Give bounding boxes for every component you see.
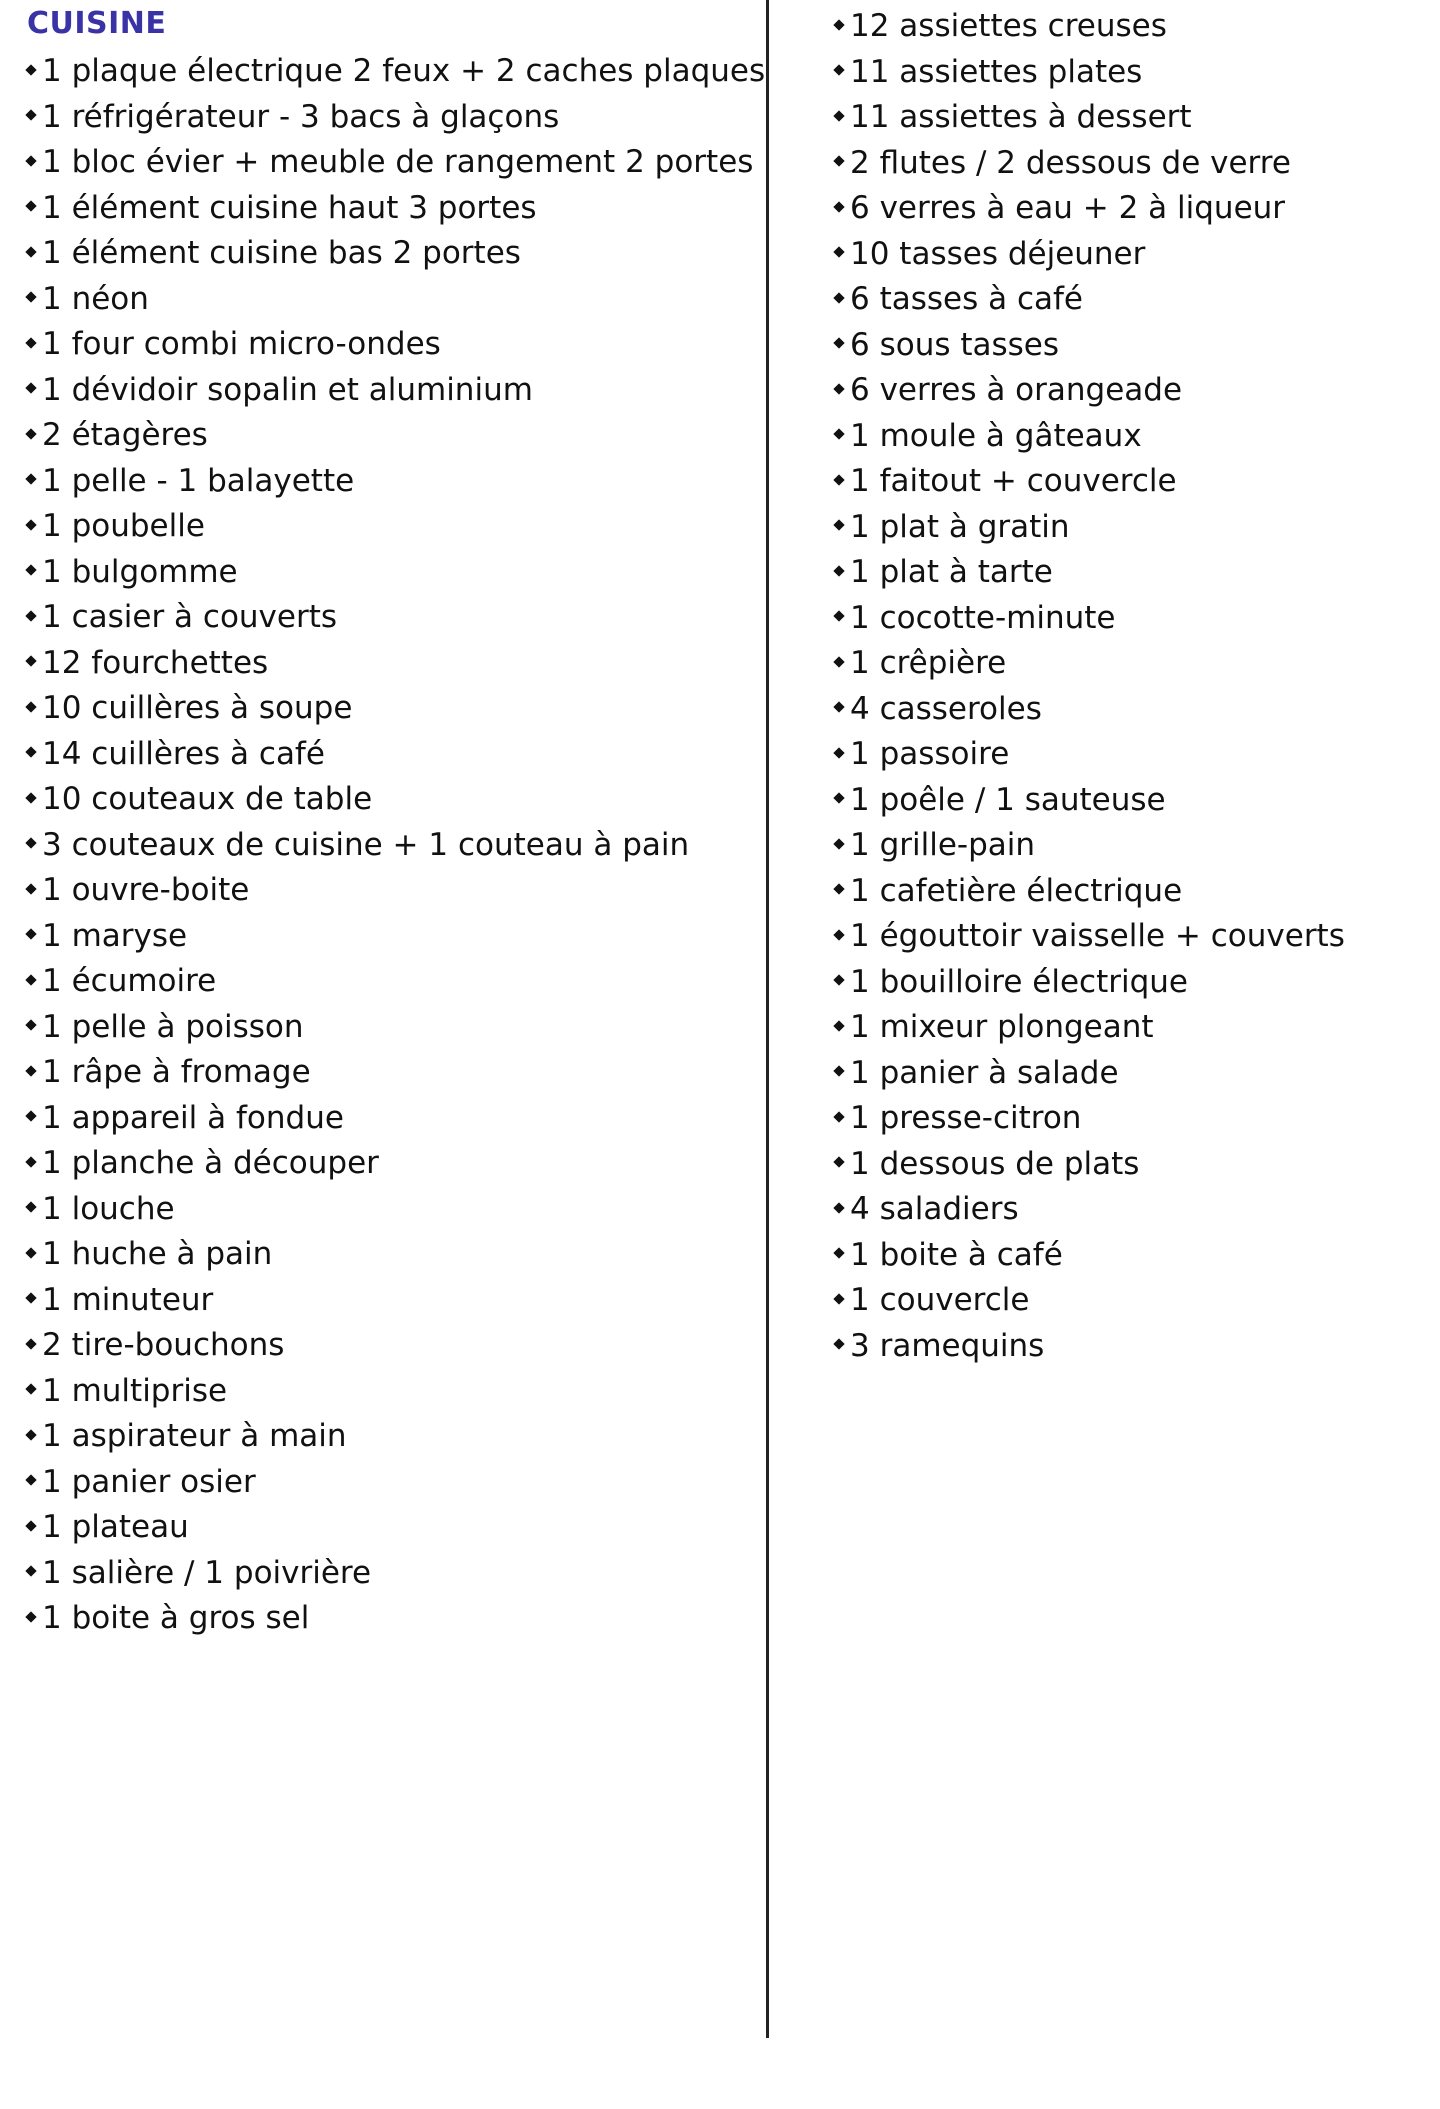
diamond-bullet-icon — [25, 155, 36, 166]
diamond-bullet-icon — [833, 1293, 844, 1304]
right-column — [835, 0, 1425, 1369]
list-item — [835, 186, 1425, 232]
diamond-bullet-icon — [25, 110, 36, 121]
diamond-bullet-icon — [833, 929, 844, 940]
list-item-label: 1 réfrigérateur - 3 bacs à glaçons — [42, 98, 560, 135]
list-item — [27, 95, 747, 141]
diamond-bullet-icon — [25, 1475, 36, 1486]
list-item — [27, 1551, 747, 1597]
diamond-bullet-icon — [833, 702, 844, 713]
list-item — [835, 914, 1425, 960]
list-item-label: 2 étagères — [42, 417, 208, 453]
list-item — [835, 869, 1425, 915]
diamond-bullet-icon — [25, 792, 36, 803]
list-item-label: 1 huche à pain — [42, 1236, 273, 1272]
diamond-bullet-icon — [25, 974, 36, 985]
diamond-bullet-icon — [833, 338, 844, 349]
list-item — [27, 1050, 747, 1096]
list-item — [27, 823, 747, 869]
diamond-bullet-icon — [25, 201, 36, 212]
list-item-label: 14 cuillères à café — [42, 735, 325, 772]
diamond-bullet-icon — [25, 1156, 36, 1167]
list-item-label: 1 bloc évier + meuble de rangement 2 portes — [42, 144, 754, 180]
list-item-label: 1 poubelle — [42, 508, 205, 544]
diamond-bullet-icon — [25, 1247, 36, 1258]
diamond-bullet-icon — [25, 1338, 36, 1349]
list-item — [835, 1278, 1425, 1324]
list-item-label: 11 assiettes à dessert — [850, 99, 1192, 135]
list-item-label: 1 dévidoir sopalin et aluminium — [42, 371, 533, 408]
section-heading: CUISINE — [27, 6, 167, 41]
list-item — [835, 596, 1425, 642]
diamond-bullet-icon — [25, 519, 36, 530]
list-item — [835, 414, 1425, 460]
list-item-label: 1 cocotte-minute — [850, 599, 1116, 636]
diamond-bullet-icon — [833, 975, 844, 986]
list-item-label: 6 verres à eau + 2 à liqueur — [850, 190, 1286, 226]
list-item-label: 1 minuteur — [42, 1281, 214, 1318]
list-item-label: 1 plat à tarte — [850, 554, 1053, 590]
list-item — [835, 4, 1425, 50]
diamond-bullet-icon — [833, 520, 844, 531]
diamond-bullet-icon — [833, 247, 844, 258]
list-item — [27, 732, 747, 778]
diamond-bullet-icon — [25, 883, 36, 894]
list-item — [27, 459, 747, 505]
list-item — [27, 1096, 747, 1142]
list-item-label: 1 planche à découper — [42, 1145, 379, 1181]
diamond-bullet-icon — [25, 428, 36, 439]
list-item-label: 12 assiettes creuses — [850, 8, 1167, 44]
list-item — [835, 732, 1425, 778]
diamond-bullet-icon — [25, 1202, 36, 1213]
list-item-label: 1 cafetière électrique — [850, 872, 1183, 909]
list-item-label: 10 tasses déjeuner — [850, 235, 1146, 272]
list-item-label: 1 néon — [42, 280, 149, 317]
list-item-label: 4 saladiers — [850, 1191, 1019, 1227]
list-item — [835, 641, 1425, 687]
diamond-bullet-icon — [25, 337, 36, 348]
list-item — [27, 1369, 747, 1415]
list-item — [835, 95, 1425, 141]
list-item — [27, 1232, 747, 1278]
list-item — [27, 1414, 747, 1460]
diamond-bullet-icon — [25, 383, 36, 394]
diamond-bullet-icon — [833, 429, 844, 440]
diamond-bullet-icon — [833, 611, 844, 622]
diamond-bullet-icon — [25, 656, 36, 667]
list-item — [835, 1187, 1425, 1233]
diamond-bullet-icon — [25, 1520, 36, 1531]
list-item — [835, 323, 1425, 369]
list-item-label: 1 poêle / 1 sauteuse — [850, 781, 1166, 818]
list-item-label: 1 appareil à fondue — [42, 1099, 344, 1136]
list-item — [835, 550, 1425, 596]
list-item-label: 3 ramequins — [850, 1327, 1045, 1364]
diamond-bullet-icon — [25, 292, 36, 303]
list-item-label: 1 crêpière — [850, 645, 1007, 681]
list-item-label: 1 louche — [42, 1190, 175, 1227]
diamond-bullet-icon — [833, 793, 844, 804]
list-item-label: 1 four combi micro-ondes — [42, 326, 441, 362]
list-item — [27, 140, 754, 186]
list-item-label: 1 multiprise — [42, 1372, 228, 1409]
list-item-label: 1 moule à gâteaux — [850, 417, 1142, 454]
list-item — [27, 1596, 747, 1642]
list-item-label: 3 couteaux de cuisine + 1 couteau à pain — [42, 826, 690, 863]
diamond-bullet-icon — [833, 1020, 844, 1031]
list-item-label: 2 flutes / 2 dessous de verre — [850, 144, 1291, 181]
list-item-label: 1 salière / 1 poivrière — [42, 1554, 372, 1591]
list-item-label: 12 fourchettes — [42, 644, 269, 681]
diamond-bullet-icon — [833, 19, 844, 30]
list-item — [27, 277, 747, 323]
list-item — [835, 1142, 1425, 1188]
diamond-bullet-icon — [25, 474, 36, 485]
list-item-label: 6 tasses à café — [850, 281, 1083, 317]
list-item — [835, 50, 1425, 96]
list-item-label: 1 maryse — [42, 917, 188, 954]
list-item-label: 1 presse-citron — [850, 1100, 1082, 1136]
list-item — [835, 1096, 1425, 1142]
list-item-label: 1 boite à café — [850, 1236, 1063, 1273]
list-item-label: 1 élément cuisine haut 3 portes — [42, 189, 537, 226]
list-item — [835, 232, 1425, 278]
list-item — [27, 1141, 747, 1187]
list-item — [27, 1278, 747, 1324]
list-item — [27, 1005, 747, 1051]
list-item — [27, 777, 747, 823]
list-item — [27, 368, 747, 414]
diamond-bullet-icon — [833, 474, 844, 485]
diamond-bullet-icon — [833, 1066, 844, 1077]
list-item — [27, 959, 747, 1005]
diamond-bullet-icon — [833, 110, 844, 121]
list-item — [835, 1051, 1425, 1097]
list-item-label: 1 casier à couverts — [42, 599, 338, 635]
diamond-bullet-icon — [25, 1384, 36, 1395]
list-item-label: 1 bouilloire électrique — [850, 963, 1188, 1000]
diamond-bullet-icon — [25, 1429, 36, 1440]
diamond-bullet-icon — [25, 246, 36, 257]
list-item-label: 4 casseroles — [850, 690, 1042, 727]
diamond-bullet-icon — [833, 838, 844, 849]
list-item-label: 11 assiettes plates — [850, 53, 1143, 90]
list-item — [27, 504, 747, 550]
list-item — [835, 1005, 1425, 1051]
list-item-label: 1 passoire — [850, 736, 1010, 772]
list-item-label: 1 plaque électrique 2 feux + 2 caches plaques — [42, 53, 766, 89]
diamond-bullet-icon — [25, 1293, 36, 1304]
diamond-bullet-icon — [25, 1566, 36, 1577]
diamond-bullet-icon — [833, 1248, 844, 1259]
list-item — [27, 322, 747, 368]
list-item-label: 1 boite à gros sel — [42, 1600, 310, 1636]
diamond-bullet-icon — [833, 1339, 844, 1350]
list-item-label: 1 panier osier — [42, 1463, 256, 1500]
list-item — [835, 687, 1425, 733]
diamond-bullet-icon — [833, 65, 844, 76]
list-item — [27, 868, 747, 914]
diamond-bullet-icon — [25, 1611, 36, 1622]
list-item-label: 1 aspirateur à main — [42, 1418, 347, 1454]
list-item-label: 1 ouvre-boite — [42, 872, 250, 908]
list-item — [27, 49, 766, 95]
list-item-label: 1 faitout + couvercle — [850, 463, 1177, 499]
list-item — [27, 641, 747, 687]
list-item — [835, 823, 1425, 869]
list-item — [27, 1323, 747, 1369]
list-item — [27, 1505, 747, 1551]
diamond-bullet-icon — [833, 156, 844, 167]
diamond-bullet-icon — [833, 884, 844, 895]
list-item — [27, 550, 747, 596]
list-item — [835, 277, 1425, 323]
diamond-bullet-icon — [833, 201, 844, 212]
list-item-label: 1 râpe à fromage — [42, 1054, 311, 1090]
list-item-label: 6 sous tasses — [850, 326, 1060, 363]
list-item-label: 1 panier à salade — [850, 1054, 1119, 1091]
diamond-bullet-icon — [833, 565, 844, 576]
list-item-label: 1 pelle à poisson — [42, 1008, 304, 1045]
list-item-label: 1 bulgomme — [42, 553, 238, 590]
diamond-bullet-icon — [833, 292, 844, 303]
diamond-bullet-icon — [25, 747, 36, 758]
diamond-bullet-icon — [25, 929, 36, 940]
list-item-label: 1 mixeur plongeant — [850, 1009, 1154, 1045]
diamond-bullet-icon — [833, 383, 844, 394]
list-item-label: 6 verres à orangeade — [850, 372, 1183, 408]
list-item — [835, 778, 1425, 824]
list-item — [835, 141, 1425, 187]
list-item-label: 1 grille-pain — [850, 827, 1036, 863]
list-item — [835, 459, 1425, 505]
list-item — [835, 368, 1425, 414]
diamond-bullet-icon — [25, 701, 36, 712]
left-item-list — [27, 0, 766, 1642]
diamond-bullet-icon — [833, 1202, 844, 1213]
diamond-bullet-icon — [833, 747, 844, 758]
diamond-bullet-icon — [25, 565, 36, 576]
list-item — [27, 1460, 747, 1506]
list-item-label: 10 cuillères à soupe — [42, 690, 353, 726]
diamond-bullet-icon — [833, 1111, 844, 1122]
list-item — [835, 505, 1425, 551]
diamond-bullet-icon — [833, 656, 844, 667]
right-item-list — [835, 0, 1425, 1369]
list-item-label: 1 égouttoir vaisselle + couverts — [850, 918, 1345, 954]
list-item-label: 2 tire-bouchons — [42, 1327, 285, 1363]
list-item — [27, 686, 747, 732]
list-item-label: 1 couvercle — [850, 1282, 1030, 1318]
list-item — [27, 186, 747, 232]
diamond-bullet-icon — [25, 1020, 36, 1031]
list-item — [27, 413, 747, 459]
list-item — [835, 1324, 1425, 1370]
list-item — [835, 960, 1425, 1006]
list-item-label: 1 dessous de plats — [850, 1145, 1140, 1182]
list-item — [27, 1187, 747, 1233]
diamond-bullet-icon — [25, 1065, 36, 1076]
diamond-bullet-icon — [25, 838, 36, 849]
diamond-bullet-icon — [25, 64, 36, 75]
list-item-label: 1 pelle - 1 balayette — [42, 462, 355, 499]
diamond-bullet-icon — [25, 1111, 36, 1122]
list-item — [27, 231, 747, 277]
list-item — [835, 1233, 1425, 1279]
list-item-label: 1 élément cuisine bas 2 portes — [42, 235, 521, 271]
column-divider — [766, 0, 769, 2038]
list-item — [27, 914, 747, 960]
diamond-bullet-icon — [833, 1157, 844, 1168]
diamond-bullet-icon — [25, 610, 36, 621]
list-item-label: 10 couteaux de table — [42, 781, 373, 817]
list-item — [27, 595, 747, 641]
left-column — [27, 0, 766, 1642]
list-item-label: 1 plat à gratin — [850, 508, 1070, 545]
list-item-label: 1 écumoire — [42, 963, 217, 999]
list-item-label: 1 plateau — [42, 1509, 189, 1545]
